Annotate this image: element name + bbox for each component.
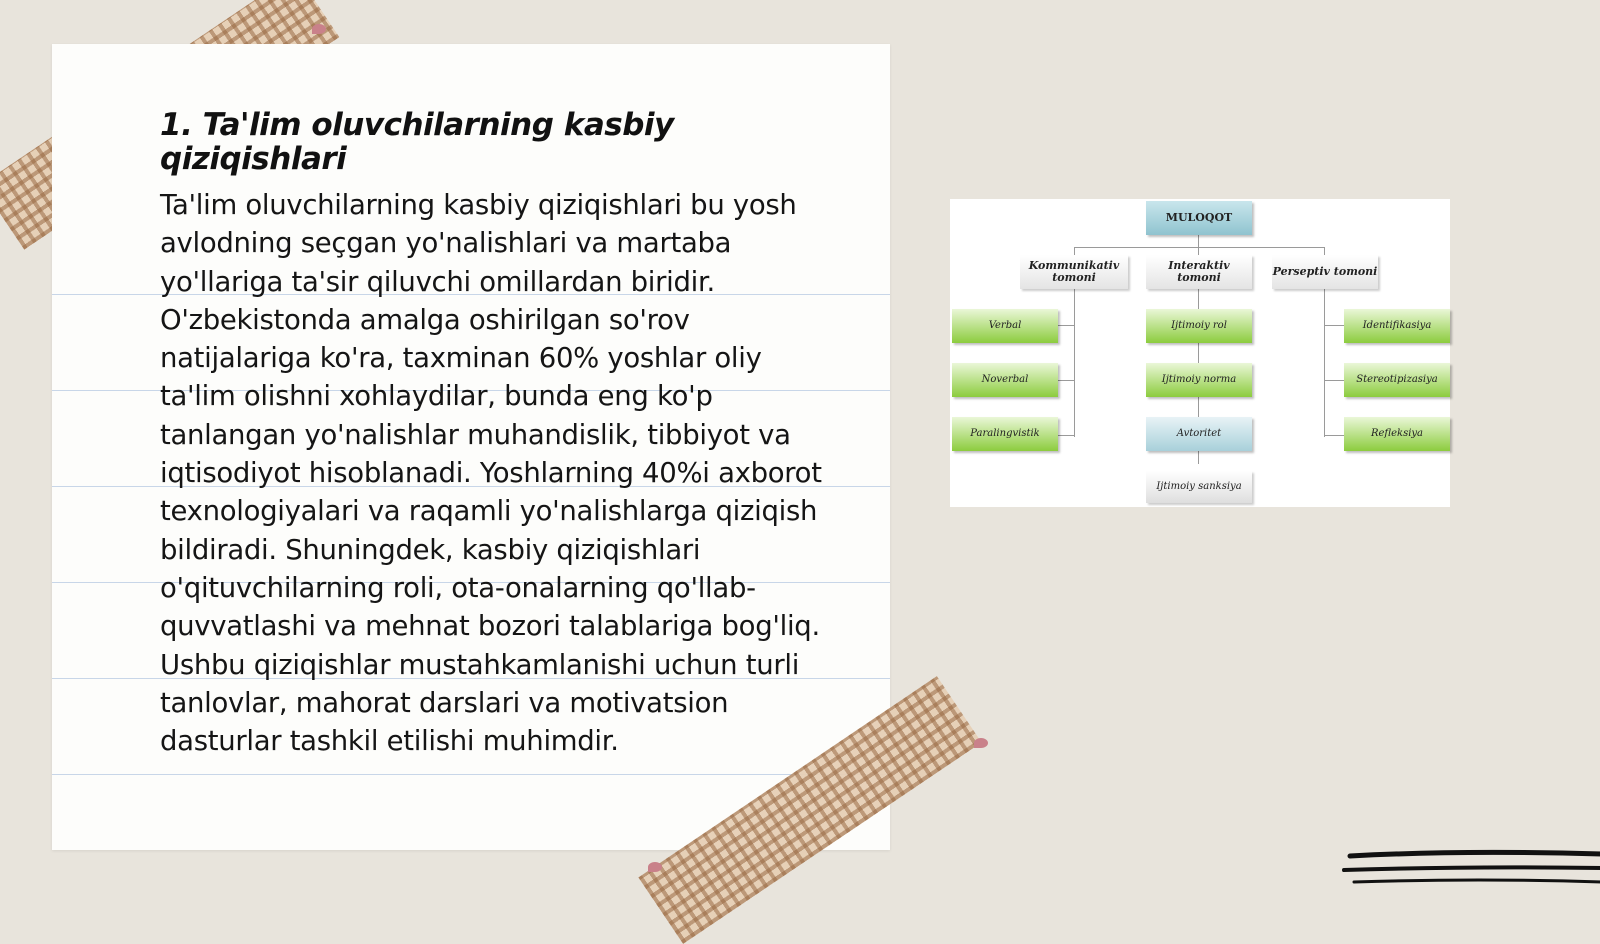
connector [1074, 247, 1324, 248]
diagram-node-ijtimoiy-rol: Ijtimoiy rol [1146, 309, 1252, 343]
connector [1198, 247, 1199, 255]
slide-body: Ta'lim oluvchilarning kasbiy qiziqishlari bu yosh avlodning seçgan yo'nalishlari va martaba yo'llariga ta'sir qiluvchi omillardan biridir. O'zbekistonda amalga oshirilgan so'rov natijalariga ko'ra, taxminan 60% yoshlar oliy ta'lim olishni xohlaydilar, bunda eng ko'p tanlangan yo'nalishlar muhandislik, tibbiyot va iqtisodiyot hisoblanadi. Yoshlarning 40%i axborot texnologiyalari va raqamli yo'nalishlarga qiziqish bildiradi. Shuningdek, kasbiy qiziqishlari o'qituvchilarning roli, ota-onalarning qo'llab-quvvatlashi va mehnat bozori talablariga bog'liq. Ushbu qiziqishlar mustahkamlanishi uchun turli tanlovlar, mahorat darslari va motivatsion dasturlar tashkil etilishi muhimdir. [160, 189, 822, 758]
connector [1324, 435, 1344, 436]
connector [1074, 247, 1075, 255]
slide-title: 1. Ta'lim oluvchilarning kasbiy qiziqishlari [160, 107, 674, 177]
connector [1058, 325, 1074, 326]
diagram-node-paralingvistik: Paralingvistik [952, 417, 1058, 451]
diagram-node-ijtimoiy-sanksiya: Ijtimoiy sanksiya [1146, 471, 1252, 503]
diagram-heading-kommunikativ: Kommunikativ tomoni [1020, 255, 1128, 289]
muloqot-diagram [950, 199, 1450, 507]
connector [1058, 380, 1074, 381]
connector [1324, 380, 1344, 381]
diagram-node-stereotipizasiya: Stereotipizasiya [1344, 363, 1450, 397]
connector [1058, 435, 1074, 436]
diagram-node-verbal: Verbal [952, 309, 1058, 343]
connector [1074, 289, 1075, 437]
brush-stroke-decoration [1340, 846, 1600, 894]
diagram-node-avtoritet: Avtoritet [1146, 417, 1252, 451]
paper-sheet [52, 44, 890, 850]
diagram-heading-perseptiv: Perseptiv tomoni [1272, 255, 1378, 289]
connector [1198, 235, 1199, 247]
pin-icon [312, 24, 326, 34]
connector [1324, 289, 1325, 437]
connector [1324, 247, 1325, 255]
paper-line [52, 774, 890, 775]
diagram-node-identifikasiya: Identifikasiya [1344, 309, 1450, 343]
pin-icon [974, 738, 988, 748]
pin-icon [648, 862, 662, 872]
diagram-root-node: MULOQOT [1146, 201, 1252, 235]
diagram-node-noverbal: Noverbal [952, 363, 1058, 397]
diagram-node-refleksiya: Refleksiya [1344, 417, 1450, 451]
diagram-heading-interaktiv: Interaktiv tomoni [1146, 255, 1252, 289]
connector [1324, 325, 1344, 326]
diagram-node-ijtimoiy-norma: Ijtimoiy norma [1146, 363, 1252, 397]
